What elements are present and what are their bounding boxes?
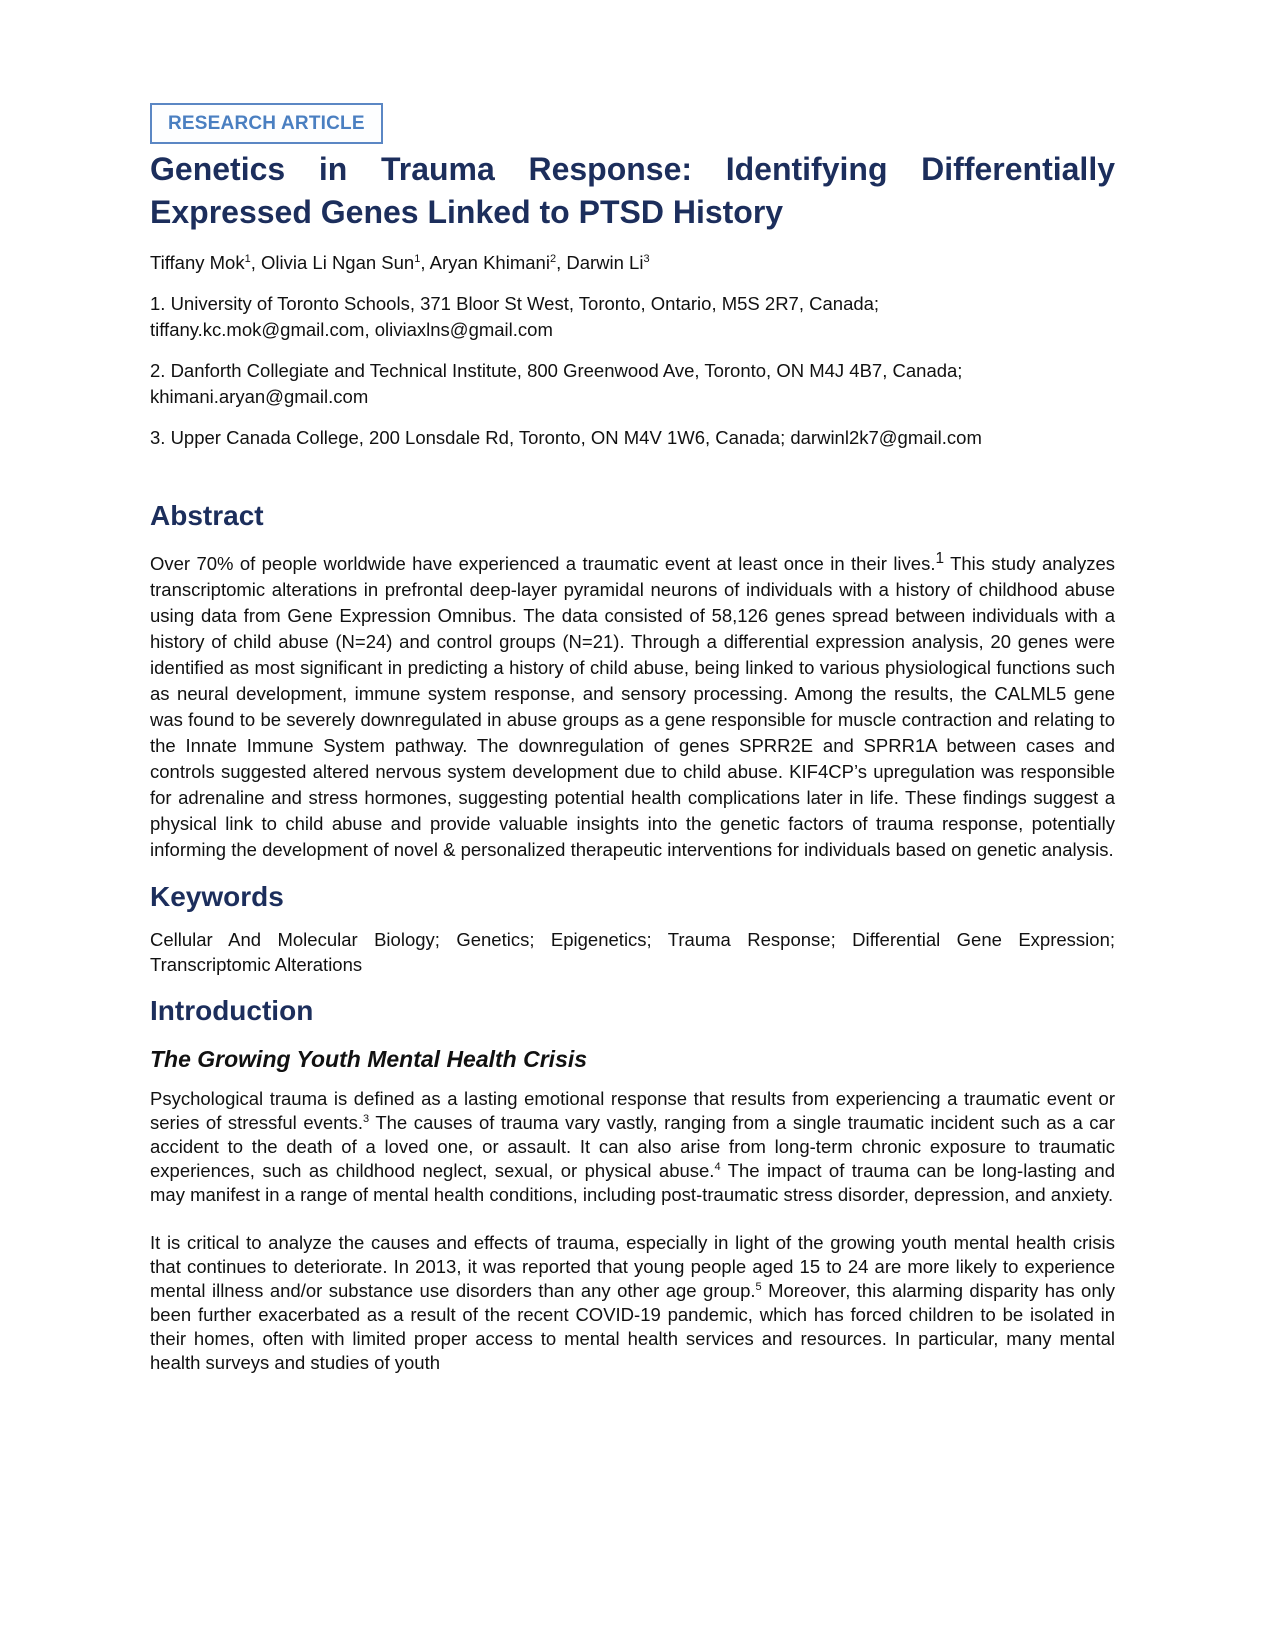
article-type-badge: RESEARCH ARTICLE [150, 103, 383, 144]
abstract-text-part: This study analyzes transcriptomic alterations in prefrontal deep-layer pyramidal neurons of individuals with a history of childhood abuse using data from Gene Expression Omnibus. The data consisted of 58,126 genes spread between individuals with a history of child abuse (N=24) and control groups (N=21). Through a differential expression analysis, 20 genes were identified as most significant in predicting a history of child abuse, being linked to various physiological functions such as neural development, immune system response, and sensory processing. Among the results, the CALML5 gene was found to be severely downregulated in abuse groups as a gene responsible for muscle contraction and relating to the Innate Immune System pathway. The downregulation of genes SPRR2E and SPRR1A between cases and controls suggested altered nervous system development due to child abuse. KIF4CP’s upregulation was responsible for adrenaline and stress hormones, suggesting potential health complications later in life. These findings suggest a physical link to child abuse and provide valuable insights into the genetic factors of trauma response, potentially informing the development of novel & personalized therapeutic interventions for individuals based on genetic analysis. [150, 553, 1115, 861]
citation-ref: 1 [935, 550, 945, 567]
affiliation-2 [150, 358, 1115, 410]
intro-paragraph-2 [150, 1231, 1115, 1375]
paragraph-text: It is critical to analyze the causes and effects of trauma, especially in light of the growing youth mental health crisis that continues to deteriorate. In 2013, it was reported that young people aged 15 to 24 are more likely to experience mental illness and/or substance use disorders than any other age group. [150, 1232, 1115, 1302]
paragraph-text: The causes of trauma vary vastly, ranging from a single traumatic incident such as a car accident to the death of a loved one, or assault. It can also arise from long-term chronic exposure to traumatic experiences, such as childhood neglect, sexual, or physical abuse. [150, 1112, 1115, 1182]
paragraph-text: The impact of trauma can be long-lasting and may manifest in a range of mental health conditions, including post-traumatic stress disorder, depression, and anxiety. [150, 1160, 1115, 1206]
affiliation-1 [150, 291, 1115, 343]
affiliation-emails: khimani.aryan@gmail.com [150, 386, 369, 407]
keywords-text: Cellular And Molecular Biology; Genetics; Epigenetics; Trauma Response; Differential Gene Expression; Transcriptomic Alterations [150, 929, 1115, 976]
author-name: Tiffany Mok [150, 252, 245, 273]
affiliation-address: 2. Danforth Collegiate and Technical Institute, 800 Greenwood Ave, Toronto, ON M4J 4B7, Canada; [150, 360, 963, 381]
intro-paragraph-1 [150, 1087, 1115, 1207]
keywords-heading: Keywords [150, 881, 284, 913]
paragraph-text: Psychological trauma is defined as a lasting emotional response that results from experiencing a traumatic event or series of stressful events. [150, 1088, 1115, 1134]
author-affiliation-ref: 3 [643, 253, 650, 265]
affiliation-address: 3. Upper Canada College, 200 Lonsdale Rd, Toronto, ON M4V 1W6, Canada; darwinl2k7@gmail.com [150, 427, 982, 448]
author-name: Aryan Khimani [429, 252, 550, 273]
affiliation-3 [150, 425, 1115, 451]
paragraph-text: Moreover, this alarming disparity has only been further exacerbated as a result of the recent COVID-19 pandemic, which has forced children to be isolated in their homes, often with limited proper access to mental health services and resources. In particular, many mental health surveys and studies of youth [150, 1280, 1115, 1374]
article-title: Genetics in Trauma Response: Identifying Differentially Expressed Genes Linked to PTSD History [150, 151, 1115, 230]
introduction-heading: Introduction [150, 995, 314, 1027]
abstract-text [150, 546, 1115, 863]
author-name: Darwin Li [566, 252, 644, 273]
author-affiliation-ref: 1 [244, 253, 251, 265]
citation-ref: 5 [755, 1281, 762, 1294]
citation-ref: 4 [714, 1161, 721, 1174]
author-name: Olivia Li Ngan Sun [261, 252, 415, 273]
affiliation-address: 1. University of Toronto Schools, 371 Bloor St West, Toronto, Ontario, M5S 2R7, Canada; [150, 293, 880, 314]
abstract-text-part: Over 70% of people worldwide have experienced a traumatic event at least once in their lives. [150, 553, 936, 575]
author-affiliation-ref: 1 [414, 253, 421, 265]
article-page [150, 103, 1115, 1375]
section-subheading: The Growing Youth Mental Health Crisis [150, 1046, 588, 1073]
citation-ref: 3 [362, 1113, 370, 1126]
author-list: Tiffany Mok$^1$, Olivia Li Ngan Sun$^1$, Aryan Khimani$^2$, Darwin Li$^3$ [150, 252, 650, 273]
affiliation-emails: tiffany.kc.mok@gmail.com, oliviaxlns@gmail.com [150, 319, 553, 340]
abstract-heading: Abstract [150, 500, 264, 531]
author-affiliation-ref: 2 [549, 253, 557, 265]
